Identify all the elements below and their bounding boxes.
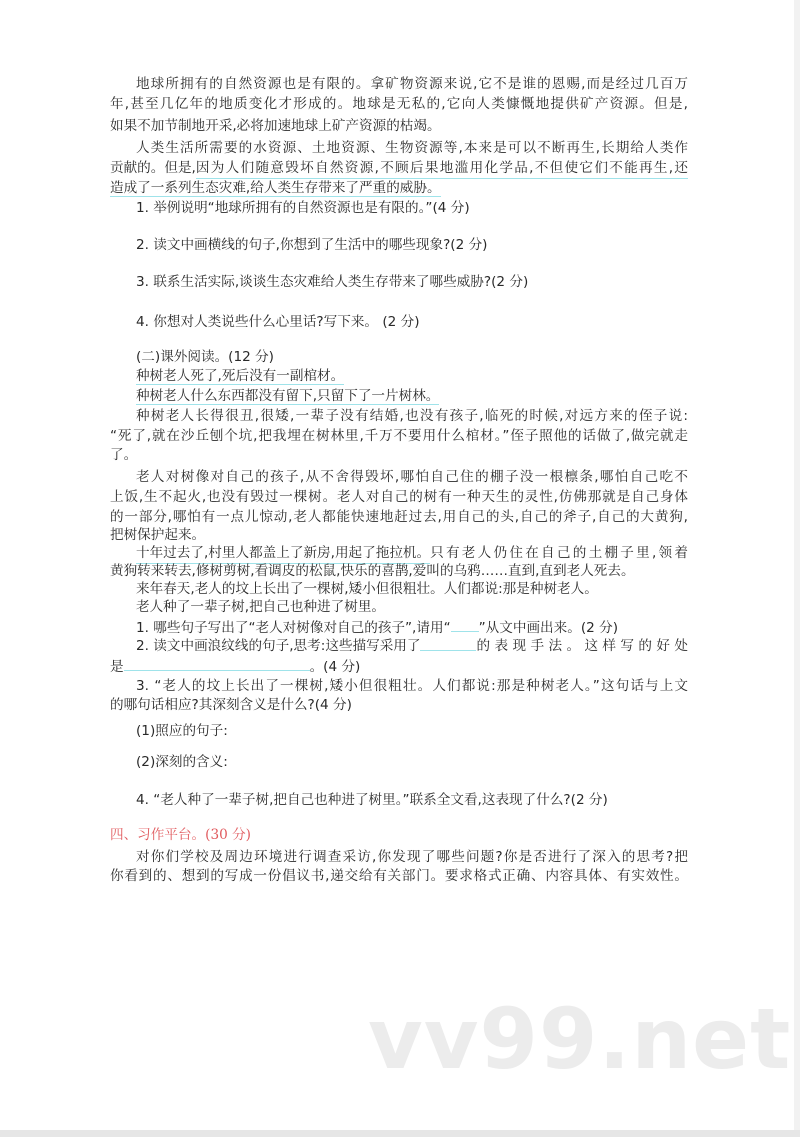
story-line: 把树保护起来。 (110, 527, 206, 543)
story-line: 黄狗转来转去,修树剪树,看调皮的松鼠,快乐的喜鹊,爱叫的乌鸦……直到,直到老人死去。 (110, 563, 635, 579)
story-line: 的一部分,哪怕有一点儿惊动,老人都能快速地赶过去,用自己的头,自己的斧子,自己的大黄狗, (110, 509, 688, 525)
question: 4. 你想对人类说些什么心里话?写下来。 (2 分) (136, 314, 420, 330)
paragraph-line (110, 178, 688, 198)
paragraph-line: 对你们学校及周边环境进行调查采访,你发现了哪些问题?你是否进行了深入的思考?把 (136, 849, 688, 865)
story-line: 老人种了一辈子树,把自己也种进了树里。 (136, 599, 386, 615)
story-line: 了。 (110, 447, 138, 463)
answer-blank[interactable] (124, 656, 310, 671)
question: 3. “老人的坟上长出了一棵树,矮小但很粗壮。人们都说:那是种树老人。”这句话与上文 (136, 678, 688, 694)
watermark: vv99.net (368, 990, 792, 1088)
sub-question: (1)照应的句子: (136, 723, 228, 739)
wavy-underlined-sentence: 十年过去了,村里人都盖上了新房,用起了拖拉机。 (136, 543, 430, 564)
question (110, 656, 688, 677)
text: 1. 哪些句子写出了“老人对树像对自己的孩子”,请用“ (136, 620, 451, 636)
plain-text: 贡献的。但是, (110, 160, 196, 176)
section-heading: 四、习作平台。(30 分) (110, 827, 251, 843)
wavy-underlined-sentence: 种树老人什么东西都没有留下,只留下了一片树林。 (136, 388, 440, 404)
underlined-sentence: 造成了一系列生态灾难,给人类生存带来了严重的威胁。 (110, 180, 441, 196)
page-bottom-edge (0, 1130, 800, 1137)
answer-blank[interactable] (420, 636, 476, 651)
paragraph-line: 如果不加节制地开采,必将加速地球上矿产资源的枯竭。 (110, 118, 441, 134)
text: 。(4 分) (309, 659, 361, 675)
page-edge (794, 0, 800, 1137)
text: 2. 读文中画浪纹线的句子,思考:这些描写采用了 (136, 638, 421, 654)
story-line (136, 366, 688, 386)
story-line: 老人对树像对自己的孩子,从不舍得毁坏,哪怕自己住的棚子没一根檩条,哪怕自己吃不 (136, 469, 688, 485)
plain-text: 只有老人仍住在自己的土棚子里,领着 (430, 545, 688, 561)
question: 2. 读文中画横线的句子,你想到了生活中的哪些现象?(2 分) (136, 237, 488, 253)
paragraph-line: 年,甚至几亿年的地质变化才形成的。地球是无私的,它向人类慷慨地提供矿产资源。但是, (110, 96, 688, 112)
story-line (136, 386, 688, 406)
question: 1. 举例说明“地球所拥有的自然资源也是有限的。”(4 分) (136, 200, 470, 216)
question: 3. 联系生活实际,谈谈生态灾难给人类生存带来了哪些威胁?(2 分) (136, 274, 529, 290)
text: 是 (110, 659, 124, 675)
question (136, 617, 688, 638)
story-line: “死了,就在沙丘刨个坑,把我埋在树林里,千万不要用什么棺材。”侄子照他的话做了,做完就走 (110, 428, 688, 444)
paragraph-line: 人类生活所需要的水资源、土地资源、生物资源等,本来是可以不断再生,长期给人类作 (136, 140, 688, 156)
paragraph-line: 地球所拥有的自然资源也是有限的。拿矿物资源来说,它不是谁的恩赐,而是经过几百万 (136, 76, 688, 92)
section-heading: (二)课外阅读。(12 分) (136, 349, 274, 365)
story-line: 种树老人长得很丑,很矮,一辈子没有结婚,也没有孩子,临死的时候,对远方来的侄子说: (136, 408, 688, 424)
underlined-sentence: 因为人们随意毁坏自然资源,不顾后果地滥用化学品,不但使它们不能再生,还 (196, 158, 688, 179)
story-line: 来年春天,老人的坟上长出了一棵树,矮小但很粗壮。人们都说:那是种树老人。 (136, 581, 598, 597)
question: 的哪句话相应?其深刻含义是什么?(4 分) (110, 697, 352, 713)
wavy-underlined-sentence: 种树老人死了,死后没有一副棺材。 (136, 368, 345, 384)
sub-question: (2)深刻的含义: (136, 754, 228, 770)
question: 4. “老人种了一辈子树,把自己也种进了树里。”联系全文看,这表现了什么?(2 分) (136, 792, 608, 808)
text: ”从文中画出来。(2 分) (478, 620, 618, 636)
story-line: 上饭,生不起火,也没有毁过一棵树。老人对自己的树有一种天生的灵性,仿佛那就是自己身体 (110, 489, 688, 505)
paragraph-line: 你看到的、想到的写成一份倡议书,递交给有关部门。要求格式正确、内容具体、有实效性。 (110, 868, 688, 884)
question (136, 636, 688, 656)
answer-blank[interactable] (451, 617, 479, 632)
paragraph-line (110, 158, 688, 179)
text: 的表现手法。这样写的好处 (476, 638, 688, 654)
